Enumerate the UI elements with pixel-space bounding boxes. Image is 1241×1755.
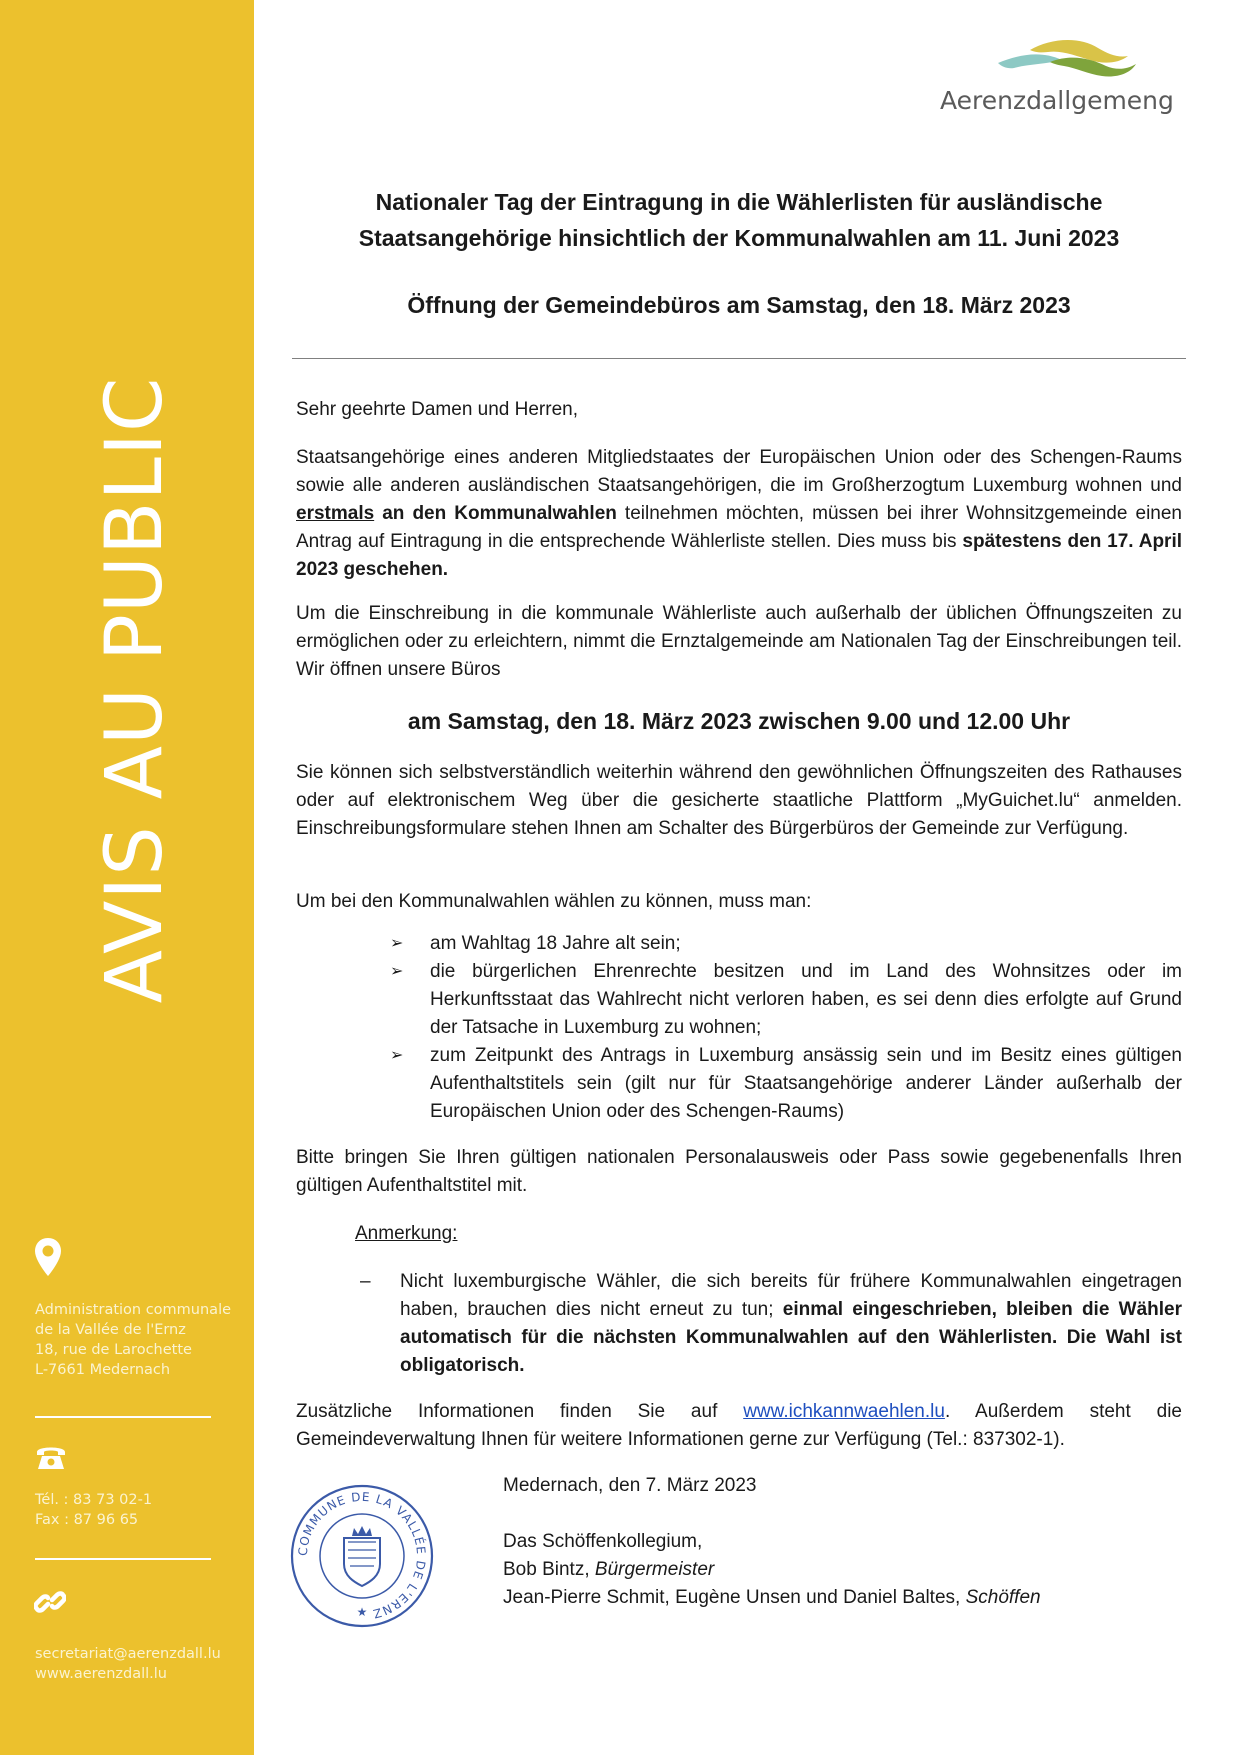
emphasis-elections: an den Kommunalwahlen: [374, 503, 617, 524]
opening-hours-highlight: am Samstag, den 18. März 2023 zwischen 9.00 und 12.00 Uhr: [407, 708, 1071, 734]
paragraph-alternatives: Sie können sich selbstverständlich weiterhin während den gewöhnlichen Öffnungszeiten des Rathauses oder auf elektronischem Weg über die gesicherte staatliche Plattform „MyGuichet.lu“ anmelden. Einschreibungsformulare stehen Ihnen am Schalter des Bürgerbüros der Gemeinde zur Verfügung.: [296, 762, 1182, 839]
header-divider: [292, 358, 1186, 359]
sidebar: [0, 0, 254, 1755]
signature-block: [503, 1472, 1183, 1612]
fax-number: Fax : 87 96 65: [35, 1512, 139, 1528]
website-link[interactable]: www.ichkannwaehlen.lu: [743, 1401, 945, 1422]
paragraph-national-day: Um die Einschreibung in die kommunale Wählerliste auch außerhalb der üblichen Öffnungszeiten zu ermöglichen oder zu erleichtern, nimmt die Ernztalgemeinde am Nationalen Tag der Einschreibungen teil. Wir öffnen unsere Büros: [296, 603, 1182, 680]
mayor-name: Bob Bintz,: [503, 1559, 595, 1580]
title-line: Staatsangehörige hinsichtlich der Kommunalwahlen am 11. Juni 2023: [358, 225, 1120, 251]
emphasis-first-time: erstmals: [296, 503, 375, 524]
document-title: [296, 184, 1182, 256]
divider: [35, 1558, 211, 1560]
logo-wordmark: Aerenzdallgemeng: [940, 86, 1174, 115]
svg-text:COMMUNE DE LA VALLÉE DE L'ERNZ: [296, 1490, 428, 1621]
paragraph-documents: Bitte bringen Sie Ihren gültigen nationalen Personalausweis oder Pass sowie gegebenenfalls Ihren gültigen Aufenthaltstitel mit.: [296, 1147, 1182, 1196]
salutation: Sehr geehrte Damen und Herren,: [296, 399, 578, 420]
address-line: de la Vallée de l'Ernz: [35, 1322, 186, 1338]
place-date: Medernach, den 7. März 2023: [503, 1475, 757, 1496]
vertical-title: AVIS AU PUBLIC: [90, 376, 180, 1004]
text-run: teilnehmen möchten, müssen bei ihrer Wohnsitzgemeinde einen Antrag auf Eintragung in die entsprechende Wählerliste stellen. Dies muss bis: [296, 503, 1182, 552]
email-address[interactable]: secretariat@aerenzdall.lu: [35, 1646, 221, 1662]
list-item-text: die bürgerlichen Ehrenrechte besitzen und im Land des Wohnsitzes oder im Herkunftsstaat das Wahlrecht nicht verloren haben, es sei denn dies erfolgte auf Grund der Tatsache in Luxemburg zu wohnen;: [430, 961, 1182, 1038]
list-item: [392, 930, 1182, 958]
seal-text: COMMUNE DE LA VALLÉE DE L'ERNZ: [295, 1489, 429, 1622]
title-line: Nationaler Tag der Eintragung in die Wählerlisten für ausländische: [375, 189, 1103, 215]
note-text: [400, 1268, 1182, 1380]
requirements-list: [392, 930, 1182, 1126]
list-item: [392, 1042, 1182, 1126]
board-name: Das Schöffenkollegium,: [503, 1531, 703, 1552]
text-run: Zusätzliche Informationen finden Sie auf: [296, 1401, 744, 1422]
paragraph-further-info: [296, 1398, 1182, 1454]
mayor-line: [503, 1556, 1183, 1584]
emphasis-automatic-registration: einmal eingeschrieben, bleiben die Wähler automatisch für die nächsten Kommunalwahlen auf den Wählerlisten. Die Wahl ist obligatorisch.: [400, 1299, 1182, 1376]
address-line: Administration communale: [35, 1302, 232, 1318]
divider: [35, 1416, 211, 1418]
paragraph-registration: [296, 444, 1182, 584]
location-pin-icon: [34, 1237, 62, 1277]
document-subtitle: Öffnung der Gemeindebüros am Samstag, den 18. März 2023: [407, 292, 1071, 318]
phone-number: Tél. : 83 73 02-1: [35, 1492, 153, 1508]
seal-star-icon: ★: [356, 1605, 368, 1619]
link-chain-icon: [34, 1586, 66, 1618]
text-run: . Außerdem steht die Gemeindeverwaltung Ihnen für weitere Informationen gerne zur Verfügung (Tel.: 837302-1).: [296, 1401, 1182, 1450]
text-run: Staatsangehörige eines anderen Mitgliedstaates der Europäischen Union oder des Schengen-Raums sowie alle anderen ausländischen Staatsangehörigen, die im Großherzogtum Luxemburg wohnen und: [296, 447, 1182, 496]
emphasis-deadline: spätestens den 17. April 2023 geschehen.: [296, 531, 1182, 580]
list-item: [392, 958, 1182, 1042]
text-run: Nicht luxemburgische Wähler, die sich bereits für frühere Kommunalwahlen eingetragen haben, brauchen dies nicht erneut zu tun;: [400, 1271, 1182, 1320]
address-line: 18, rue de Larochette: [35, 1342, 192, 1358]
contact-block: [35, 1490, 152, 1530]
arrow-bullet-icon: ➢: [390, 935, 404, 952]
arrow-bullet-icon: ➢: [390, 1047, 404, 1064]
online-block: [35, 1644, 221, 1684]
arrow-bullet-icon: ➢: [390, 963, 404, 980]
list-item-text: zum Zeitpunkt des Antrags in Luxemburg ansässig sein und im Besitz eines gültigen Aufenthaltstitels sein (gilt nur für Staatsangehörige anderer Länder außerhalb der Europäischen Union oder des Schengen-Raums): [430, 1045, 1182, 1122]
note-dash: –: [360, 1271, 371, 1292]
commune-seal-stamp: [282, 1476, 442, 1636]
paragraph-requirements-intro: Um bei den Kommunalwahlen wählen zu können, muss man:: [296, 891, 812, 912]
note-heading: Anmerkung:: [355, 1223, 458, 1244]
list-item-text: am Wahltag 18 Jahre alt sein;: [430, 933, 681, 954]
phone-icon: [34, 1442, 68, 1472]
mayor-title: Bürgermeister: [594, 1559, 715, 1580]
website-address[interactable]: www.aerenzdall.lu: [35, 1666, 168, 1682]
aldermen-title: Schöffen: [965, 1587, 1041, 1608]
address-block: [35, 1300, 231, 1380]
aldermen-line: [503, 1584, 1183, 1612]
aldermen-names: Jean-Pierre Schmit, Eugène Unsen und Daniel Baltes,: [503, 1587, 966, 1608]
address-line: L-7661 Medernach: [35, 1362, 171, 1378]
